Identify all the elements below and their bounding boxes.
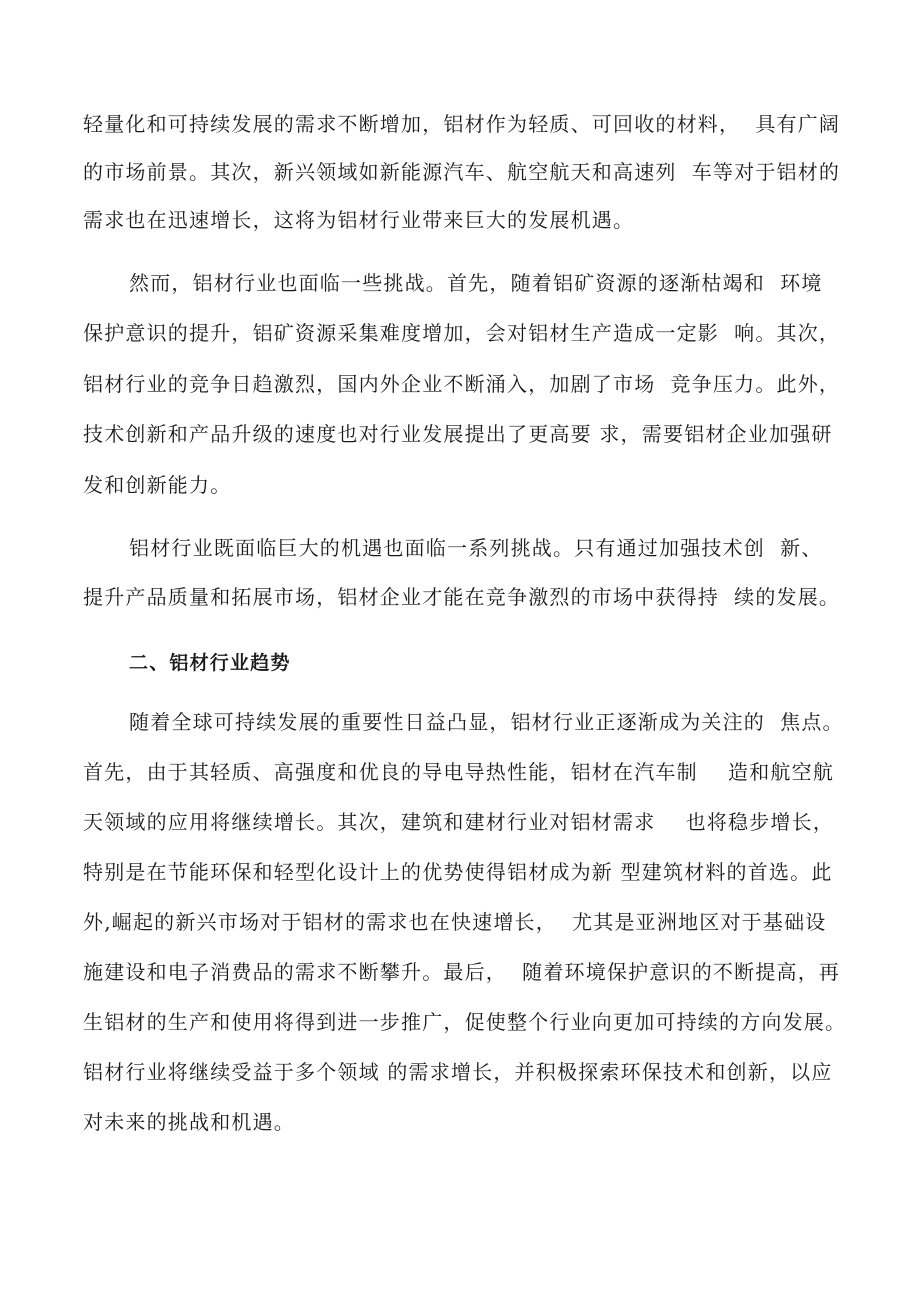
paragraph-line: 提升产品质量和拓展市场，铝材企业才能在竞争激烈的市场中获得持 续的发展。 [83,585,841,609]
paragraph-line: 外,崛起的新兴市场对于铝材的需求也在快速增长， 尤其是亚洲地区对于基础设 [83,910,827,934]
paragraph-line: 特别是在节能环保和轻型化设计上的优势使得铝材成为新 型建筑材料的首选。此 [83,860,833,884]
paragraph-line: 施建设和电子消费品的需求不断攀升。最后， 随着环境保护意识的不断提高，再 [83,960,841,984]
paragraph-line: 铝材行业的竞争日趋激烈，国内外企业不断涌入，加剧了市场 竞争压力。此外， [83,372,841,396]
section-heading: 二、铝材行业趋势 [129,652,291,674]
paragraph-line: 的市场前景。其次，新兴领域如新能源汽车、航空航天和高速列 车等对于铝材的 [83,160,841,184]
paragraph-line: 铝材行业将继续受益于多个领域 的需求增长，并积极探索环保技术和创新，以应 [83,1060,833,1084]
paragraph-line: 轻量化和可持续发展的需求不断增加，铝材作为轻质、可回收的材料， 具有广阔 [83,112,841,136]
paragraph-line: 技术创新和产品升级的速度也对行业发展提出了更高要 求，需要铝材企业加强研 [83,422,833,446]
paragraph-line: 发和创新能力。 [83,473,232,497]
paragraph-line: 天领域的应用将继续增长。其次，建筑和建材行业对铝材需求 也将稳步增长， [83,810,835,834]
paragraph-line: 首先，由于其轻质、高强度和优良的导电导热性能，铝材在汽车制 造和航空航 [83,760,835,784]
paragraph-line: 对未来的挑战和机遇。 [83,1110,295,1134]
paragraph-line: 铝材行业既面临巨大的机遇也面临一系列挑战。只有通过加强技术创 新、 [129,536,823,560]
paragraph-line: 随着全球可持续发展的重要性日益凸显，铝材行业正逐渐成为关注的 焦点。 [129,710,844,734]
paragraph-line: 生铝材的生产和使用将得到进一步推广，促使整个行业向更加可持续的方向发展。 [83,1010,847,1034]
paragraph-line: 然而，铝材行业也面临一些挑战。首先，随着铝矿资源的逐渐枯竭和 环境 [129,271,823,295]
paragraph-line: 需求也在迅速增长，这将为铝材行业带来巨大的发展机遇。 [83,208,635,232]
paragraph-line: 保护意识的提升，铝矿资源采集难度增加，会对铝材生产造成一定影 响。其次， [83,321,841,345]
